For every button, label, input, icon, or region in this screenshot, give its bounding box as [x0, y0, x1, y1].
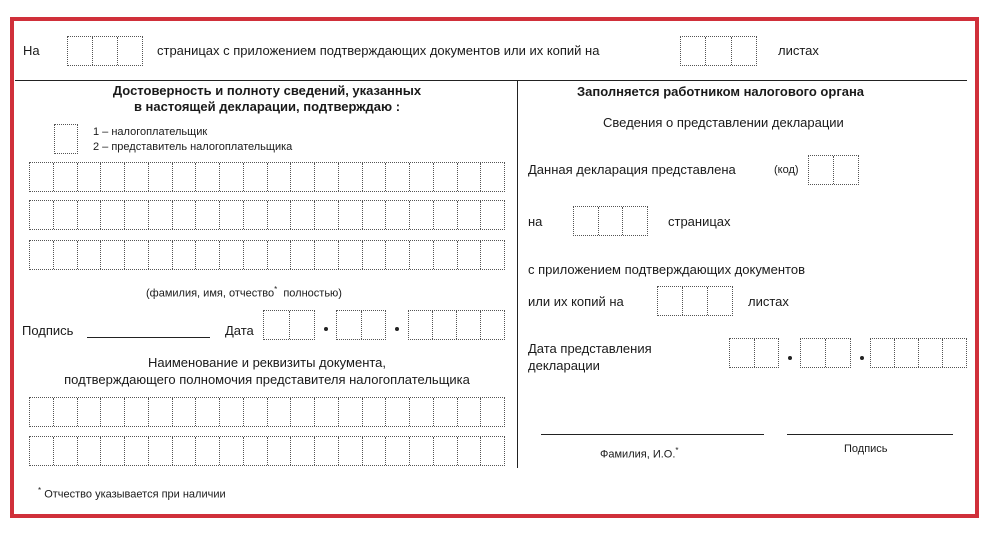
option-taxpayer: 1 – налогоплательщик: [93, 126, 208, 138]
signature-line[interactable]: [87, 337, 210, 338]
doc-row-1[interactable]: [29, 397, 505, 427]
date-day-input[interactable]: [263, 310, 315, 340]
submission-date-line1: Дата представления: [528, 341, 652, 356]
date-separator: [788, 356, 792, 360]
right-subheading: Сведения о представлении декларации: [603, 115, 844, 130]
left-heading-line1: Достоверность и полноту сведений, указанных: [112, 83, 422, 98]
code-label: (код): [774, 164, 799, 176]
top-pages-input[interactable]: [67, 36, 143, 66]
date-year-input[interactable]: [408, 310, 505, 340]
submission-month-input[interactable]: [800, 338, 851, 368]
right-pages-label: страницах: [668, 214, 731, 229]
top-na-label: На: [23, 43, 40, 58]
attachment-line1: с приложением подтверждающих документов: [528, 262, 805, 277]
left-heading-line2: в настоящей декларации, подтверждаю :: [133, 99, 401, 114]
top-sheets-label: листах: [778, 43, 819, 58]
right-sheets-input[interactable]: [657, 286, 733, 316]
fio-row-1[interactable]: [29, 162, 505, 192]
right-pages-input[interactable]: [573, 206, 648, 236]
date-month-input[interactable]: [336, 310, 386, 340]
submission-date-line2: декларации: [528, 358, 600, 373]
column-divider: [517, 80, 518, 468]
officer-signature-line[interactable]: [787, 434, 953, 435]
top-sheets-input[interactable]: [680, 36, 757, 66]
option-representative: 2 – представитель налогоплательщика: [93, 141, 293, 153]
officer-name-caption: Фамилия, И.О.*: [600, 446, 679, 461]
date-separator: [395, 327, 399, 331]
top-pages-text: страницах с приложением подтверждающих документов или их копий на: [157, 43, 600, 58]
signer-type-input[interactable]: [54, 124, 78, 154]
signature-label: Подпись: [22, 323, 74, 338]
date-separator: [324, 327, 328, 331]
fio-row-3[interactable]: [29, 240, 505, 270]
attachment-line2: или их копий на: [528, 294, 624, 309]
footnote: * Отчество указывается при наличии: [38, 486, 226, 501]
officer-name-line[interactable]: [541, 434, 764, 435]
date-label: Дата: [225, 323, 254, 338]
fio-caption: (фамилия, имя, отчество* полностью): [146, 285, 342, 300]
submission-code-input[interactable]: [808, 155, 859, 185]
date-separator: [860, 356, 864, 360]
doc-heading-line2: подтверждающего полномочия представителя налогоплательщика: [64, 372, 470, 387]
right-na-label: на: [528, 214, 543, 229]
officer-signature-caption: Подпись: [844, 443, 888, 455]
right-sheets-label: листах: [748, 294, 789, 309]
top-divider: [15, 80, 967, 81]
submitted-label: Данная декларация представлена: [528, 162, 736, 177]
submission-day-input[interactable]: [729, 338, 779, 368]
submission-year-input[interactable]: [870, 338, 967, 368]
doc-heading-line1: Наименование и реквизиты документа,: [147, 355, 387, 370]
doc-row-2[interactable]: [29, 436, 505, 466]
right-heading: Заполняется работником налогового органа: [577, 84, 865, 99]
fio-row-2[interactable]: [29, 200, 505, 230]
